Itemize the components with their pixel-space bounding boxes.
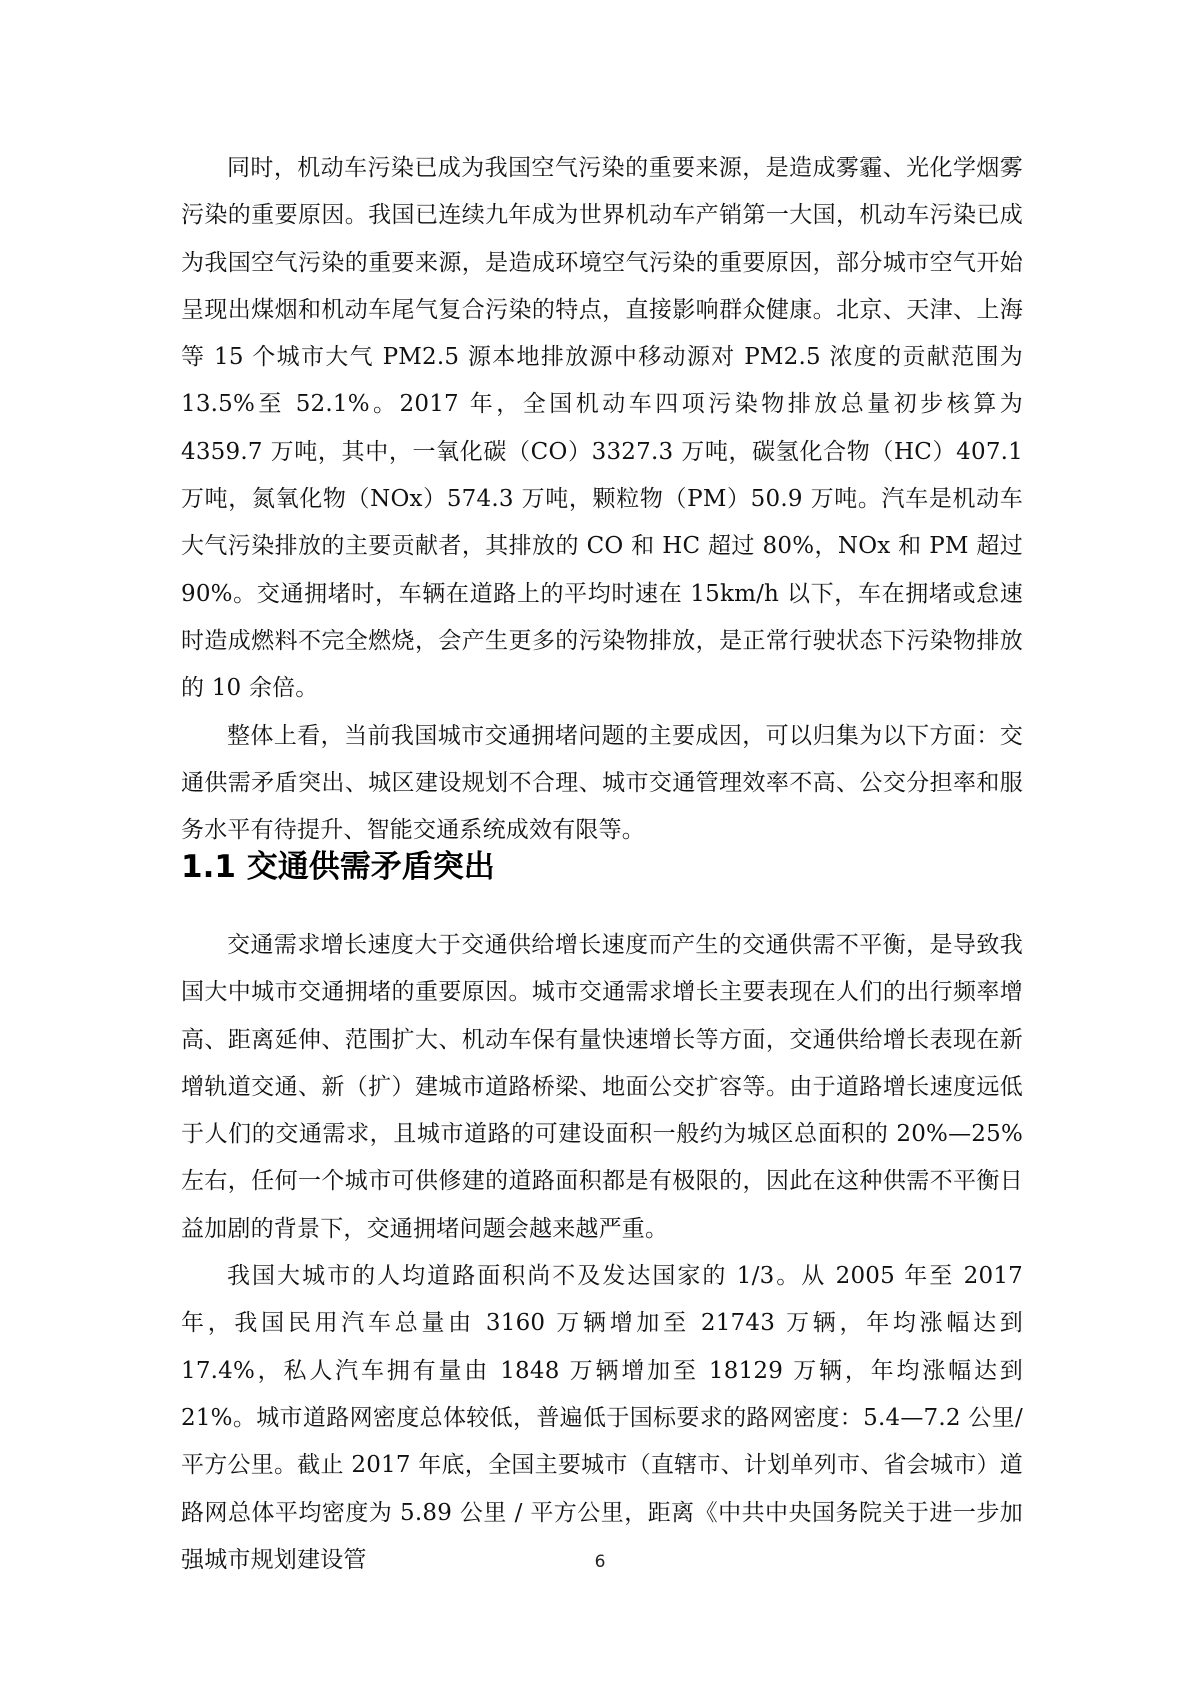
paragraph-road-area: 我国大城市的人均道路面积尚不及发达国家的 1/3。从 2005 年至 2017 年，我国民用汽车总量由 3160 万辆增加至 21743 万辆，年均涨幅达到 17.4%，私人汽车拥有量由 1848 万辆增加至 18129 万辆，年均涨幅达到 21%。城市道路网密度总体较低，普遍低于国标要求的路网密度：5.4—7.2 公里/平方公里。截止 2017 年底，全国主要城市（直辖市、计划单列市、省会城市）道路网总体平均密度为 5.89 公里 / 平方公里，距离《中共中央国务院关于进一步加强城市规划建设管 (181, 1263, 1023, 1573)
section-heading-1-1: 1.1 交通供需矛盾突出 (181, 849, 495, 885)
paragraph-supply-demand: 交通需求增长速度大于交通供给增长速度而产生的交通供需不平衡，是导致我国大中城市交通拥堵的重要原因。城市交通需求增长主要表现在人们的出行频率增高、距离延伸、范围扩大、机动车保有量快速增长等方面，交通供给增长表现在新增轨道交通、新（扩）建城市道路桥梁、地面公交扩容等。由于道路增长速度远低于人们的交通需求，且城市道路的可建设面积一般约为城区总面积的 20%—25%左右，任何一个城市可供修建的道路面积都是有极限的，因此在这种供需不平衡日益加剧的背景下，交通拥堵问题会越来越严重。 (181, 932, 1023, 1242)
section-1-1-body (181, 922, 1023, 1584)
page-number: 6 (594, 1552, 606, 1572)
paragraph-vehicle-pollution: 同时，机动车污染已成为我国空气污染的重要来源，是造成雾霾、光化学烟雾污染的重要原因。我国已连续九年成为世界机动车产销第一大国，机动车污染已成为我国空气污染的重要来源，是造成环境空气污染的重要原因，部分城市空气开始呈现出煤烟和机动车尾气复合污染的特点，直接影响群众健康。北京、天津、上海等 15 个城市大气 PM2.5 源本地排放源中移动源对 PM2.5 浓度的贡献范围为 13.5%至 52.1%。2017 年，全国机动车四项污染物排放总量初步核算为 4359.7 万吨，其中，一氧化碳（CO）3327.3 万吨，碳氢化合物（HC）407.1 万吨，氮氧化物（NOx）574.3 万吨，颗粒物（PM）50.9 万吨。汽车是机动车大气污染排放的主要贡献者，其排放的 CO 和 HC 超过 80%，NOx 和 PM 超过 90%。交通拥堵时，车辆在道路上的平均时速在 15km/h 以下，车在拥堵或怠速时造成燃料不完全燃烧，会产生更多的污染物排放，是正常行驶状态下污染物排放的 10 余倍。 (181, 155, 1023, 702)
intro-section (181, 145, 1023, 854)
paragraph-congestion-causes: 整体上看，当前我国城市交通拥堵问题的主要成因，可以归集为以下方面：交通供需矛盾突出、城区建设规划不合理、城市交通管理效率不高、公交分担率和服务水平有待提升、智能交通系统成效有限等。 (181, 722, 1023, 844)
